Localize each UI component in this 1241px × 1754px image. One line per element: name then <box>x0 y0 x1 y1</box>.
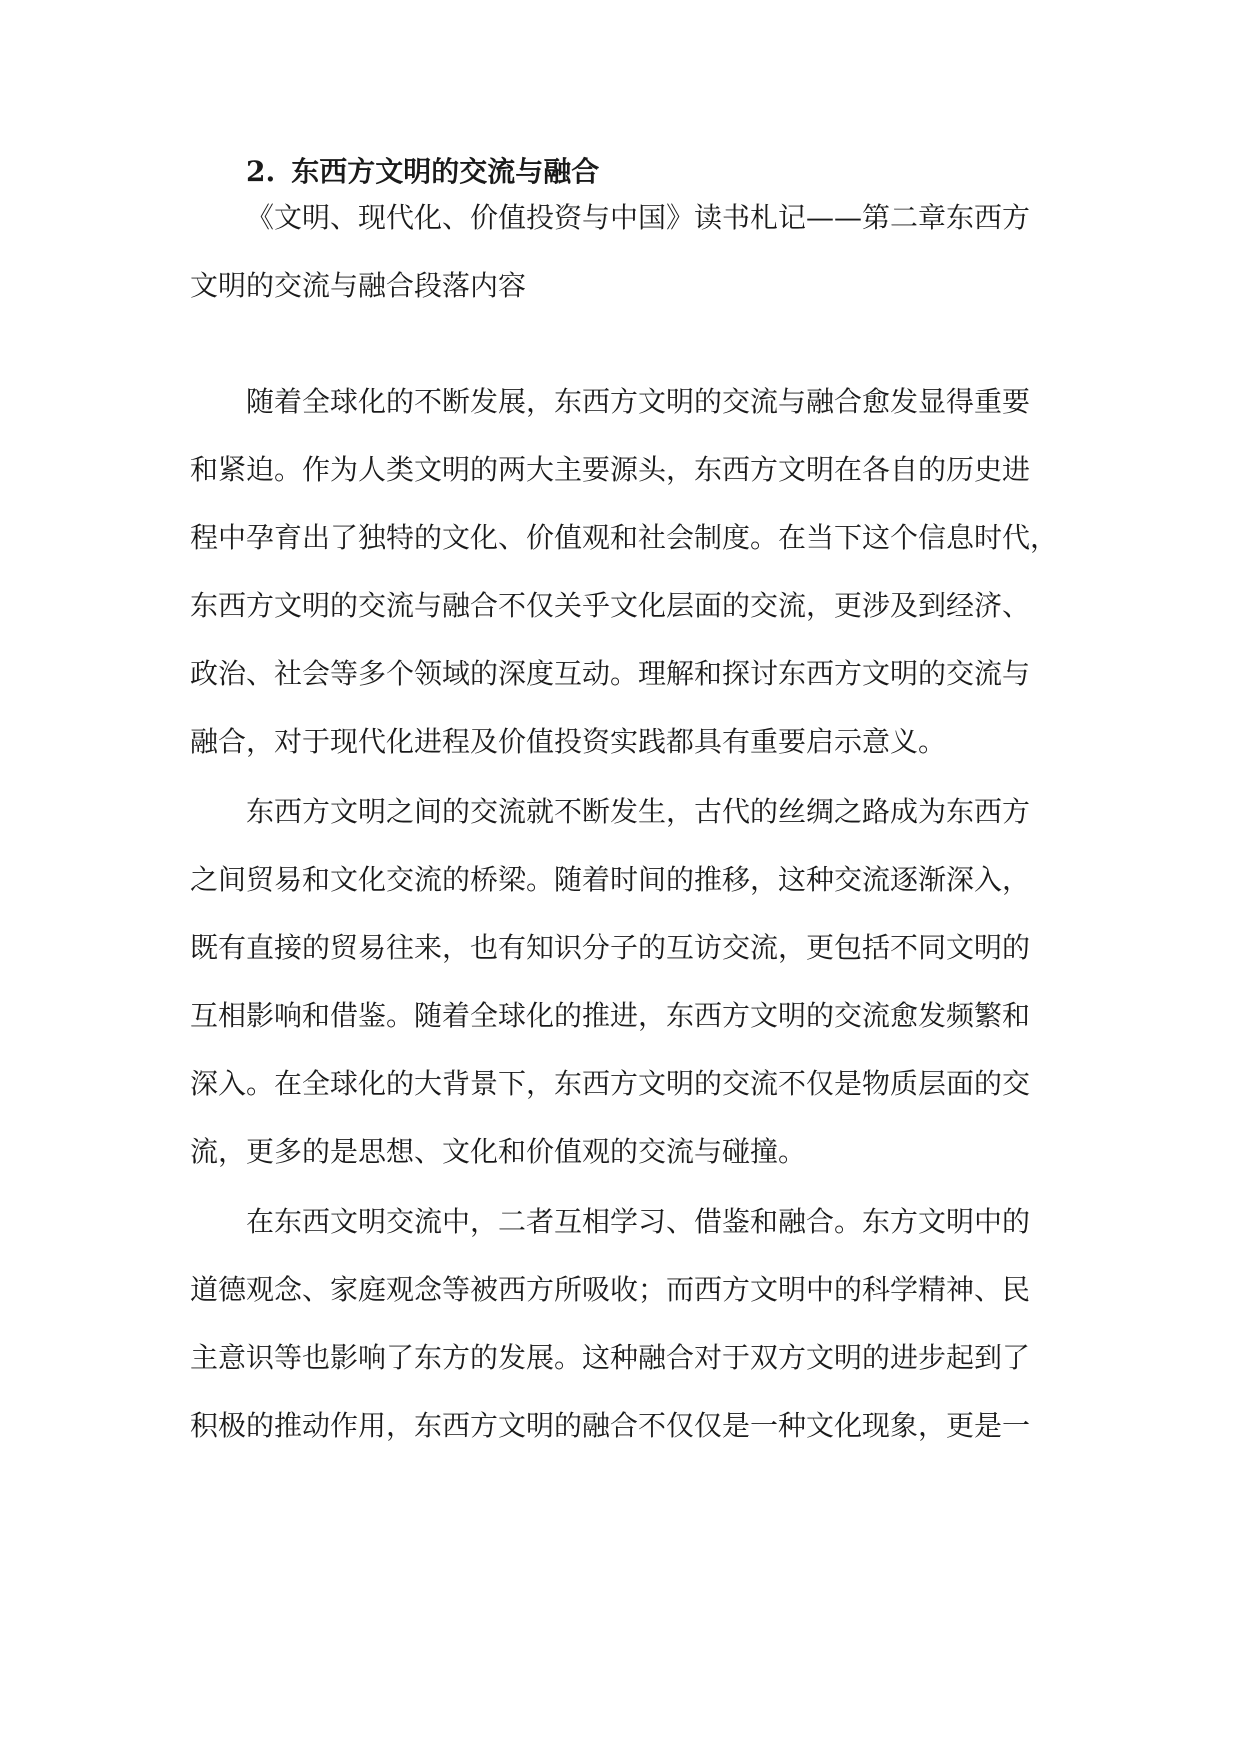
paragraph-1-line-6: 融合，对于现代化进程及价值投资实践都具有重要启示意义。 <box>190 725 947 758</box>
paragraph-3-line-4: 积极的推动作用，东西方文明的融合不仅仅是一种文化现象，更是一 <box>190 1409 1031 1442</box>
section-title: 东西方文明的交流与融合 <box>291 155 600 188</box>
paragraph-1-line-3: 程中孕育出了独特的文化、价值观和社会制度。在当下这个信息时代， <box>190 521 1059 554</box>
paragraph-3-line-2: 道德观念、家庭观念等被西方所吸收；而西方文明中的科学精神、民 <box>190 1273 1031 1306</box>
section-number: 2. <box>246 155 276 188</box>
paragraph-3-line-3: 主意识等也影响了东方的发展。这种融合对于双方文明的进步起到了 <box>190 1341 1031 1374</box>
section-heading <box>246 150 599 194</box>
intro-line-2: 文明的交流与融合段落内容 <box>190 269 527 302</box>
paragraph-2-line-3: 既有直接的贸易往来，也有知识分子的互访交流，更包括不同文明的 <box>190 931 1031 964</box>
paragraph-3-line-1: 在东西文明交流中，二者互相学习、借鉴和融合。东方文明中的 <box>246 1205 1031 1238</box>
paragraph-2-line-2: 之间贸易和文化交流的桥梁。随着时间的推移，这种交流逐渐深入， <box>190 863 1031 896</box>
intro-line-1: 《文明、现代化、价值投资与中国》读书札记——第二章东西方 <box>246 201 1031 234</box>
paragraph-2-line-4: 互相影响和借鉴。随着全球化的推进，东西方文明的交流愈发频繁和 <box>190 999 1031 1032</box>
paragraph-2-line-1: 东西方文明之间的交流就不断发生，古代的丝绸之路成为东西方 <box>246 795 1031 828</box>
paragraph-1-line-4: 东西方文明的交流与融合不仅关乎文化层面的交流，更涉及到经济、 <box>190 589 1031 622</box>
paragraph-2-line-6: 流，更多的是思想、文化和价值观的交流与碰撞。 <box>190 1135 807 1168</box>
paragraph-1-line-2: 和紧迫。作为人类文明的两大主要源头，东西方文明在各自的历史进 <box>190 453 1031 486</box>
paragraph-2-line-5: 深入。在全球化的大背景下，东西方文明的交流不仅是物质层面的交 <box>190 1067 1031 1100</box>
paragraph-1-line-5: 政治、社会等多个领域的深度互动。理解和探讨东西方文明的交流与 <box>190 657 1031 690</box>
paragraph-1-line-1: 随着全球化的不断发展，东西方文明的交流与融合愈发显得重要 <box>246 385 1031 418</box>
